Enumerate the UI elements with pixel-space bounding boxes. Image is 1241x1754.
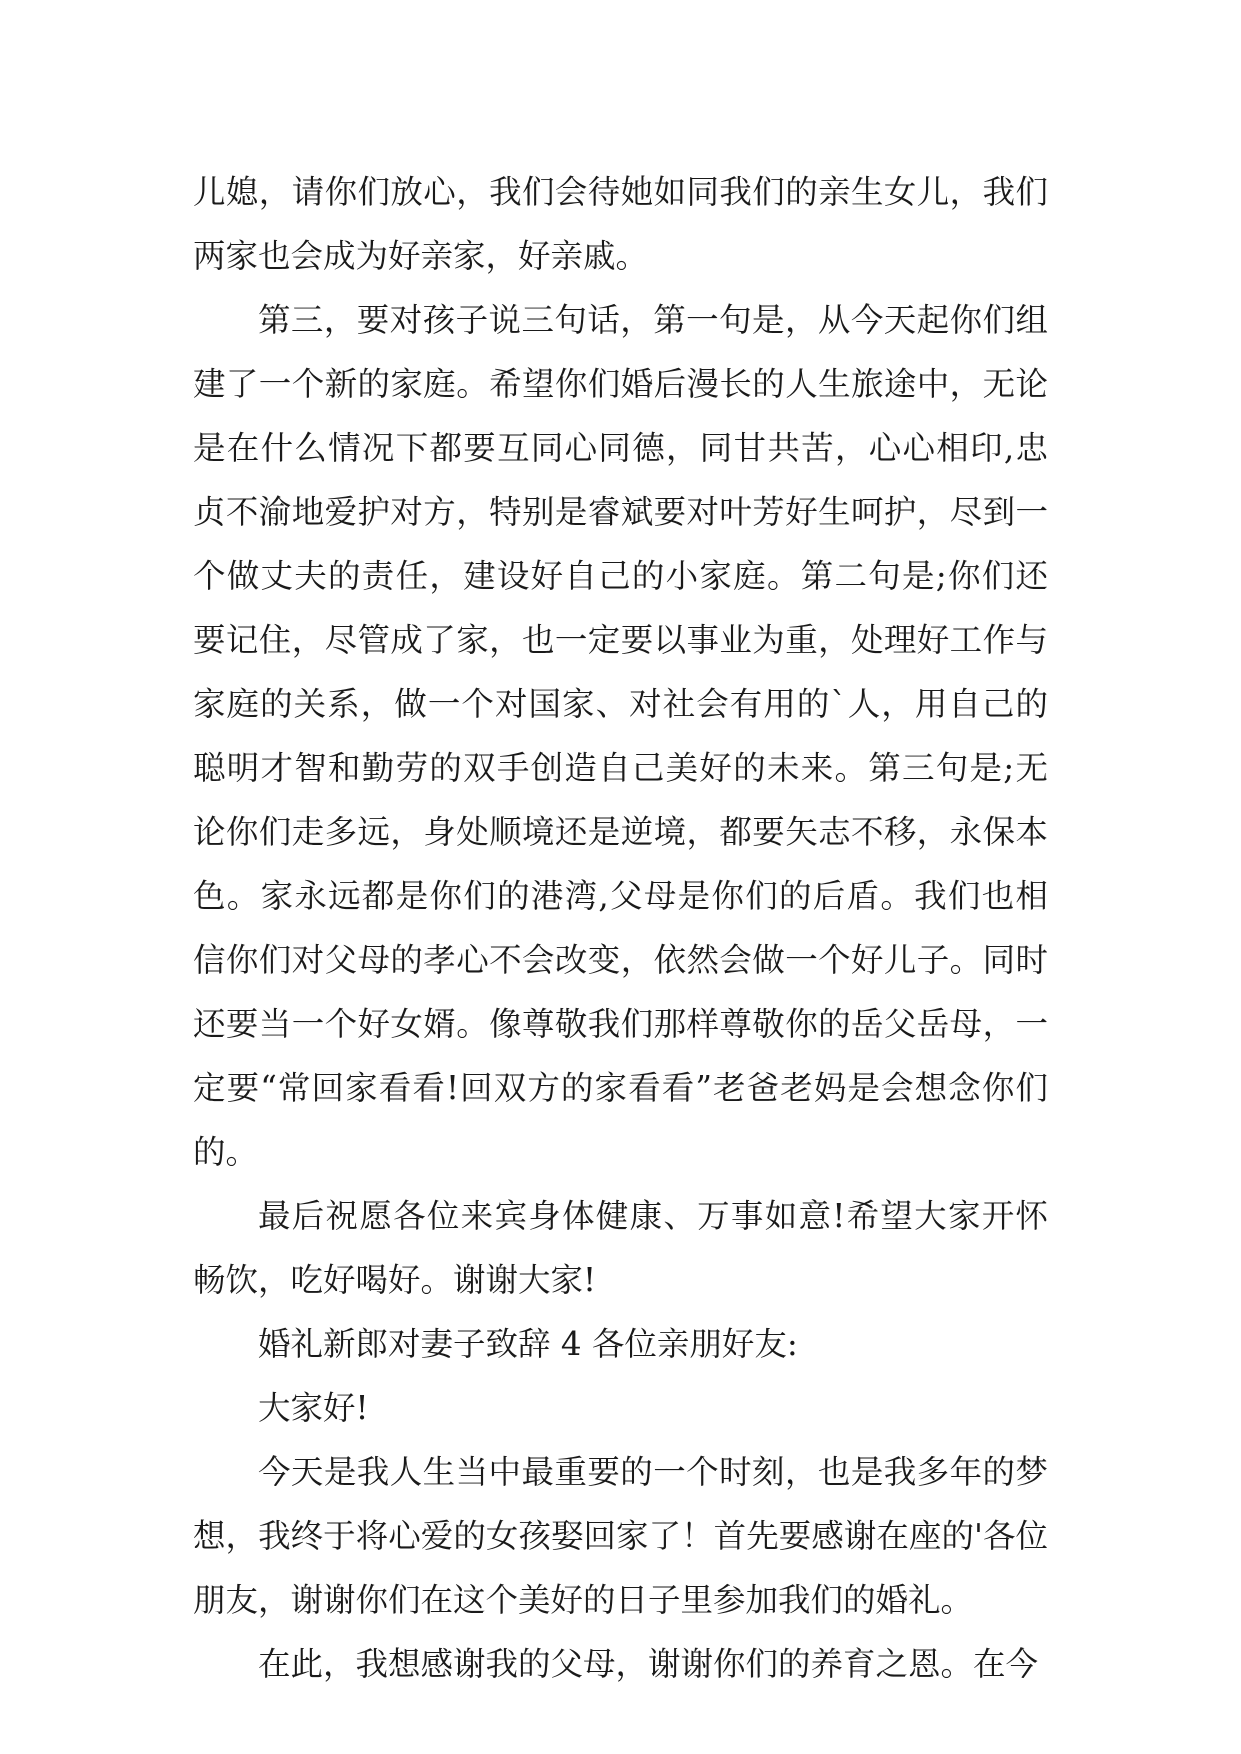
paragraph-7: 在此，我想感谢我的父母，谢谢你们的养育之恩。在今 <box>258 1645 1039 1683</box>
paragraph-1: 儿媳，请你们放心，我们会待她如同我们的亲生女儿，我们两家也会成为好亲家，好亲戚。 <box>193 173 1048 275</box>
paragraph-2: 第三，要对孩子说三句话，第一句是，从今天起你们组建了一个新的家庭。希望你们婚后漫长的人生旅途中，无论是在什么情况下都要互同心同德，同甘共苦，心心相印,忠贞不渝地爱护对方，特别是睿斌要对叶芳好生呵护，尽到一个做丈夫的责任，建设好自己的小家庭。第二句是;你们还要记住，尽管成了家，也一定要以事业为重，处理好工作与家庭的关系，做一个对国家、对社会有用的`人，用自己的聪明才智和勤劳的双手创造自己美好的未来。第三句是;无论你们走多远，身处顺境还是逆境，都要矢志不移，永保本色。家永远都是你们的港湾,父母是你们的后盾。我们也相信你们对父母的孝心不会改变，依然会做一个好儿子。同时还要当一个好女婿。像尊敬我们那样尊敬你的岳父岳母，一定要“常回家看看!回双方的家看看”老爸老妈是会想念你们的。 <box>193 301 1048 1171</box>
paragraph-3: 最后祝愿各位来宾身体健康、万事如意!希望大家开怀畅饮，吃好喝好。谢谢大家! <box>193 1197 1048 1299</box>
paragraph-6: 今天是我人生当中最重要的一个时刻，也是我多年的梦想，我终于将心爱的女孩娶回家了！首先要感谢在座的'各位朋友，谢谢你们在这个美好的日子里参加我们的婚礼。 <box>193 1453 1048 1619</box>
paragraph-4: 婚礼新郎对妻子致辞 4 各位亲朋好友: <box>258 1325 798 1363</box>
document-page <box>193 160 1048 1696</box>
paragraph-5: 大家好! <box>258 1389 369 1427</box>
